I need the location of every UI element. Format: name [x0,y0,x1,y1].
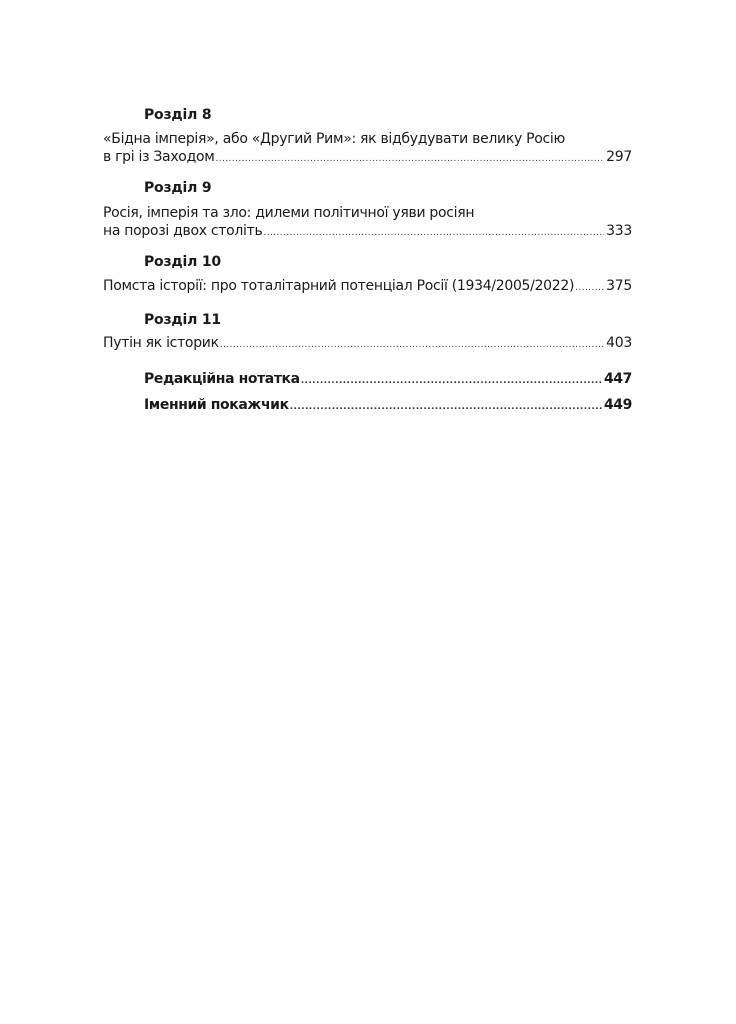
entry-title-line [144,370,632,390]
entry-title: Іменний покажчик [144,397,289,413]
entry-title-line [144,396,632,416]
toc-entry-editorial-note[interactable] [144,370,632,390]
chapter-heading: Розділ 8 [144,107,212,123]
page-number: 447 [603,371,632,387]
entry-title-line [103,222,632,242]
entry-title-line [103,148,632,168]
toc-entry[interactable] [103,277,632,297]
entry-title-line [103,277,632,297]
toc-entry[interactable] [103,334,632,354]
dot-leader [220,336,604,354]
page-number: 449 [603,397,632,413]
toc-chapter-10 [103,253,632,297]
toc-entry-name-index[interactable] [144,396,632,416]
dot-leader [263,224,604,242]
entry-title-line [103,204,632,222]
toc-chapter-8 [103,106,632,168]
toc-back-matter [103,370,632,416]
chapter-heading: Розділ 11 [144,312,221,328]
table-of-contents [103,106,632,416]
toc-entry[interactable] [103,204,632,242]
toc-chapter-11 [103,311,632,354]
chapter-heading: Розділ 10 [144,254,221,270]
dot-leader [290,398,602,416]
dot-leader [301,372,602,390]
entry-title: Путін як історик [103,335,219,351]
page-number: 403 [606,335,632,351]
entry-title-continued: на порозі двох століть [103,223,263,239]
entry-title: Редакційна нотатка [144,371,300,387]
toc-chapter-9 [103,179,632,242]
entry-title: «Бідна імперія», або «Другий Рим»: як відбудувати велику Росію [103,131,565,147]
entry-title-line [103,334,632,354]
chapter-heading: Розділ 9 [144,180,212,196]
dot-leader [575,279,604,297]
entry-title-line [103,130,632,148]
page-number: 333 [606,223,632,239]
page-number: 375 [606,278,632,294]
entry-title: Помста історії: про тоталітарний потенціал Росії (1934/2005/2022) [103,278,575,294]
entry-title: Росія, імперія та зло: дилеми політичної уяви росіян [103,205,475,221]
toc-entry[interactable] [103,130,632,168]
entry-title-continued: в грі із Заходом [103,149,215,165]
page-number: 297 [606,149,632,165]
dot-leader [215,150,604,168]
